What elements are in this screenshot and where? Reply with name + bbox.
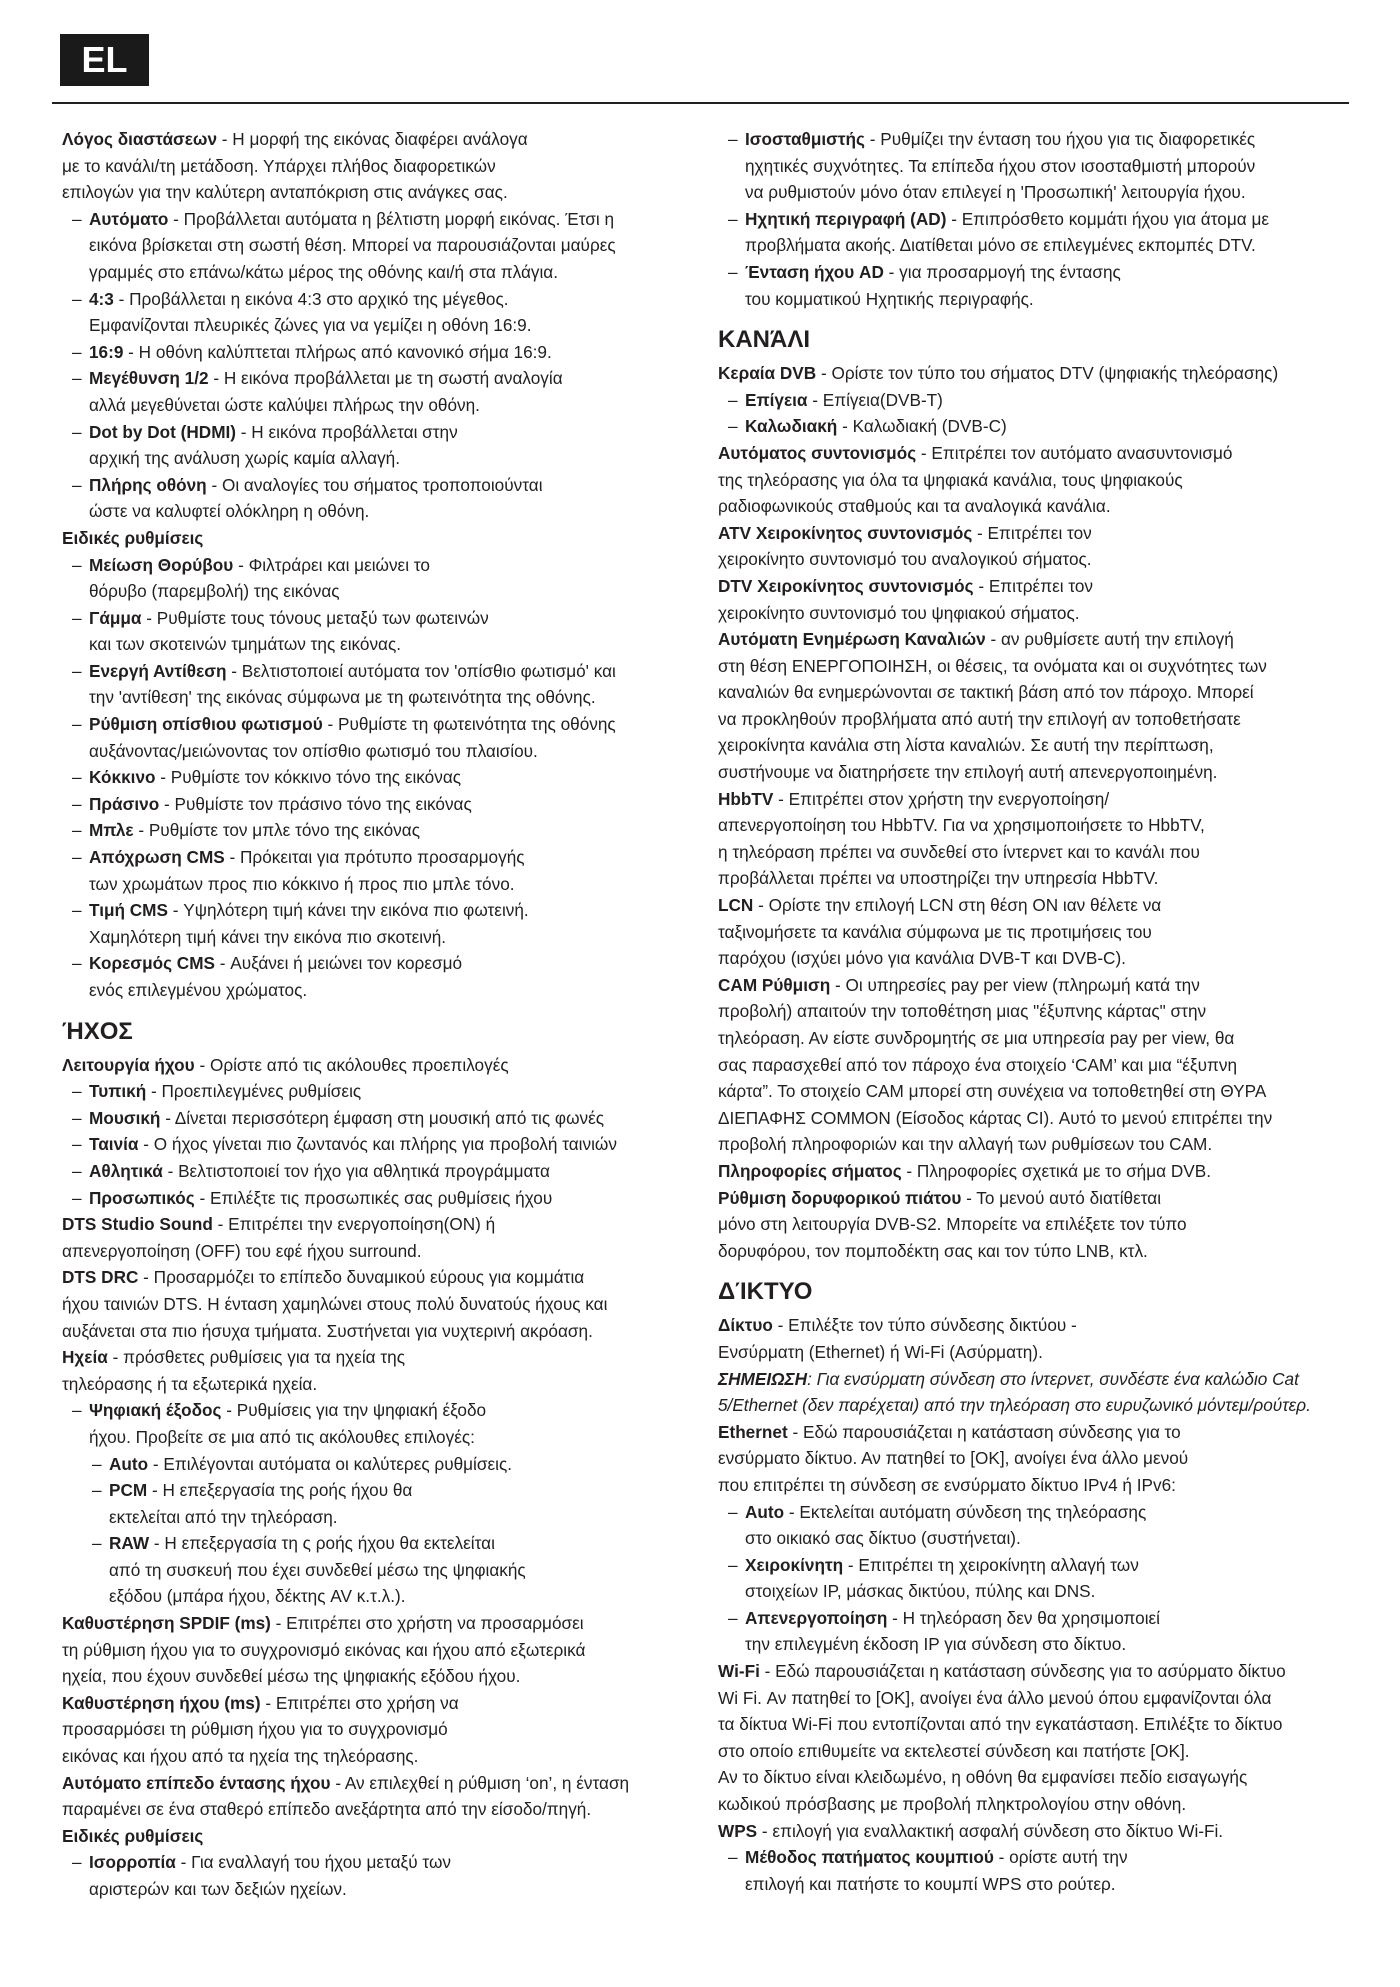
language-badge: EL [60, 34, 149, 86]
term: Καλωδιακή [745, 416, 838, 437]
ethernet-disable-item: – Απενεργοποίηση - Η τηλεόραση δεν θα χρησιμοποιεί την επιλεγμένη έκδοση IP για σύνδεση στο δίκτυο. [718, 1605, 1350, 1658]
sound-standard-item: – Τυπική - Προεπιλεγμένες ρυθμίσεις [62, 1078, 682, 1105]
term: PCM [109, 1480, 148, 1501]
term: Ένταση ήχου AD [745, 261, 884, 282]
term: Μπλε [89, 820, 134, 841]
term: Αυτόματο επίπεδο έντασης ήχου [62, 1772, 331, 1793]
digital-output-pcm-item: – PCM - Η επεξεργασία της ροής ήχου θα εκτελείται από την τηλεόραση. [62, 1477, 682, 1530]
active-contrast-item: – Ενεργή Αντίθεση - Βελτιστοποιεί αυτόματα τον 'οπίσθιο φωτισμό' και την 'αντίθεση' της εικόνας σύμφωνα με τη φωτεινότητα της οθόνης. [62, 658, 682, 711]
cms-value-item: – Τιμή CMS - Υψηλότερη τιμή κάνει την εικόνα πιο φωτεινή. Χαμηλότερη τιμή κάνει την εικόνα πιο σκοτεινή. [62, 897, 682, 950]
signal-info-paragraph: Πληροφορίες σήματος - Πληροφορίες σχετικά με το σήμα DVB. [718, 1160, 1211, 1181]
term: Αθλητικά [89, 1160, 163, 1181]
aspect-auto-item: – Αυτόματο - Προβάλλεται αυτόματα η βέλτιστη μορφή εικόνας. Έτσι η εικόνα βρίσκεται στη σωστή θέση. Μπορεί να παρουσιάζονται μαύρες γραμμές στο επάνω/κάτω μέρος της οθόνης και/ή στα πλάγια. [62, 206, 682, 286]
term: Ethernet [718, 1421, 788, 1442]
ethernet-manual-item: – Χειροκίνητη - Επιτρέπει τη χειροκίνητη αλλαγή των στοιχείων IP, μάσκας δικτύου, πύλης και DNS. [718, 1552, 1350, 1605]
audio-description-item: – Ηχητική περιγραφή (AD) - Επιπρόσθετο κομμάτι ήχου για άτομα με προβλήματα ακοής. Διατίθεται μόνο σε επιλεγμένες εκπομπές DTV. [718, 206, 1350, 259]
auto-volume-level-paragraph: Αυτόματο επίπεδο έντασης ήχου - Αν επιλεχθεί η ρύθμιση ‘on’, η ένταση παραμένει σε ένα σταθερό επίπεδο ανεξάρτητα από την είσοδο/πηγή. [62, 1772, 630, 1820]
sound-movie-item: – Ταινία - Ο ήχος γίνεται πιο ζωντανός και πλήρης για προβολή ταινιών [62, 1131, 682, 1158]
term: HbbTV [718, 788, 774, 809]
red-item: – Κόκκινο - Ρυθμίστε τον κόκκινο τόνο της εικόνας [62, 764, 682, 791]
term: Καθυστέρηση ήχου (ms) [62, 1692, 261, 1713]
cms-hue-item: – Απόχρωση CMS - Πρόκειται για πρότυπο προσαρμογής των χρωμάτων προς πιο κόκκινο ή προς πιο μπλε τόνο. [62, 844, 682, 897]
term: Πληροφορίες σήματος [718, 1160, 902, 1181]
term: Ηχεία [62, 1347, 108, 1368]
sound-mode-paragraph: Λειτουργία ήχου - Ορίστε από τις ακόλουθες προεπιλογές [62, 1054, 509, 1075]
term: DTV Χειροκίνητος συντονισμός [718, 575, 974, 596]
term: ATV Χειροκίνητος συντονισμός [718, 522, 973, 543]
term: Κεραία DVB [718, 363, 817, 384]
right-column [718, 126, 1350, 1897]
term: Ρύθμιση οπίσθιου φωτισμού [89, 714, 323, 735]
audio-delay-paragraph: Καθυστέρηση ήχου (ms) - Επιτρέπει στο χρήση να προσαρμόσει τη ρύθμιση ήχου για το συγχρονισμό εικόνας και ήχου από τα ηχεία της τηλεόρασης. [62, 1692, 459, 1767]
wps-paragraph: WPS - επιλογή για εναλλακτική ασφαλή σύνδεση στο δίκτυο Wi-Fi. [718, 1820, 1224, 1841]
term: Ηχητική περιγραφή (AD) [745, 208, 947, 229]
aspect-dot-by-dot-item: – Dot by Dot (HDMI) - Η εικόνα προβάλλεται στην αρχική της ανάλυση χωρίς καμία αλλαγή. [62, 419, 682, 472]
term: Ψηφιακή έξοδος [89, 1400, 222, 1421]
term: Κορεσμός CMS [89, 953, 215, 974]
term: Ισορροπία [89, 1852, 176, 1873]
header-divider [52, 102, 1349, 104]
dtv-manual-tuning-paragraph: DTV Χειροκίνητος συντονισμός - Επιτρέπει τον χειροκίνητο συντονισμό του ψηφιακού σήματος. [718, 575, 1094, 623]
term: Μεγέθυνση 1/2 [89, 368, 209, 389]
sound-personal-item: – Προσωπικός - Επιλέξτε τις προσωπικές σας ρυθμίσεις ήχου [62, 1185, 682, 1212]
dts-studio-sound-paragraph: DTS Studio Sound - Επιτρέπει την ενεργοποίηση(ON) ή απενεργοποίηση (OFF) του εφέ ήχου surround. [62, 1214, 496, 1261]
term: Auto [109, 1453, 149, 1474]
wifi-paragraph: Wi-Fi - Εδώ παρουσιάζεται η κατάσταση σύνδεσης για το ασύρματο δίκτυο Wi Fi. Αν πατηθεί το [OK], ανοίγει ένα άλλο μενού όπου εμφανίζονται όλα τα δίκτυα Wi-Fi που εντοπίζονται από την εγκατάσταση. Επιλέξτε το δίκτυο στο οποίο επιθυμείτε να εκτελεστεί σύνδεση και πατήστε [OK]. Αν το δίκτυο είναι κλειδωμένο, η οθόνη θα εμφανίσει πεδίο εισαγωγής κωδικού πρόσβασης με προβολή πληκτρολογίου στην οθόνη. [718, 1661, 1286, 1815]
term: Auto [745, 1501, 785, 1522]
balance-item: – Ισορροπία - Για εναλλαγή του ήχου μεταξύ των αριστερών και των δεξιών ηχείων. [62, 1849, 682, 1902]
term: Πλήρης οθόνη [89, 474, 207, 495]
term: ΣΗΜΕΙΩΣΗ [718, 1368, 808, 1389]
term: LCN [718, 895, 754, 916]
digital-output-item: – Ψηφιακή έξοδος - Ρυθμίσεις για την ψηφιακή έξοδο ήχου. Προβείτε σε μια από τις ακόλουθες επιλογές: [62, 1397, 682, 1450]
term: Μείωση Θορύβου [89, 554, 234, 575]
dvb-terrestrial-item: – Επίγεια - Επίγεια(DVB-T) [718, 387, 1350, 414]
term: Λειτουργία ήχου [62, 1054, 195, 1075]
term: Ισοσταθμιστής [745, 129, 865, 149]
satellite-dish-paragraph: Ρύθμιση δορυφορικού πιάτου - Το μενού αυτό διατίθεται μόνο στη λειτουργία DVB-S2. Μπορείτε να επιλέξετε τον τύπο δορυφόρου, τον πομποδέκτη σας και τον τύπο LNB, κτλ. [718, 1187, 1187, 1261]
term: Αυτόματος συντονισμός [718, 442, 917, 463]
ethernet-paragraph: Ethernet - Εδώ παρουσιάζεται η κατάσταση σύνδεσης για το ενσύρματο δίκτυο. Αν πατηθεί το [OK], ανοίγει ένα άλλο μενού που επιτρέπει τη σύνδεση σε ενσύρματο δίκτυο IPv4 ή IPv6: [718, 1421, 1189, 1495]
gamma-item: – Γάμμα - Ρυθμίστε τους τόνους μεταξύ των φωτεινών και των σκοτεινών τμημάτων της εικόνας. [62, 605, 682, 658]
term: Λόγος διαστάσεων [62, 129, 218, 149]
network-note: ΣΗΜΕΙΩΣΗ: Για ενσύρματη σύνδεση στο ίντερνετ, συνδέστε ένα καλώδιο Cat 5/Ethernet (δεν παρέχεται) από την τηλεόραση στο ευρυζωνικό μόντεμ/ρούτερ. [718, 1368, 1311, 1416]
sound-music-item: – Μουσική - Δίνεται περισσότερη έμφαση στη μουσική από τις φωνές [62, 1105, 682, 1132]
term: Επίγεια [745, 389, 808, 410]
aspect-4-3-item: – 4:3 - Προβάλλεται η εικόνα 4:3 στο αρχικό της μέγεθος. Εμφανίζονται πλευρικές ζώνες για να γεμίζει η οθόνη 16:9. [62, 286, 682, 339]
term: DTS Studio Sound [62, 1214, 213, 1235]
equalizer-item: – Ισοσταθμιστής - Ρυθμίζει την ένταση του ήχου για τις διαφορετικές ηχητικές συχνότητες. Τα επίπεδα ήχου στον ισοσταθμιστή μπορούν να ρυθμιστούν μόνο όταν επιλεγεί η 'Προσωπική' λειτουργία ήχου. [718, 126, 1350, 206]
term: Μουσική [89, 1107, 161, 1128]
ethernet-auto-item: – Auto - Εκτελείται αυτόματη σύνδεση της τηλεόρασης στο οικιακό σας δίκτυο (συστήνεται). [718, 1499, 1350, 1552]
term: CAM Ρύθμιση [718, 974, 831, 995]
noise-reduction-item: – Μείωση Θορύβου - Φιλτράρει και μειώνει το θόρυβο (παρεμβολή) της εικόνας [62, 552, 682, 605]
backlight-item: – Ρύθμιση οπίσθιου φωτισμού - Ρυθμίστε τη φωτεινότητα της οθόνης αυξάνοντας/μειώνοντας τον οπίσθιο φωτισμό του πλαισίου. [62, 711, 682, 764]
aspect-zoom-item: – Μεγέθυνση 1/2 - Η εικόνα προβάλλεται με τη σωστή αναλογία αλλά μεγεθύνεται ώστε καλύψει πλήρως την οθόνη. [62, 365, 682, 418]
dvb-antenna-paragraph: Κεραία DVB - Ορίστε τον τύπο του σήματος DTV (ψηφιακής τηλεόρασης) [718, 363, 1279, 384]
term: Ρύθμιση δορυφορικού πιάτου [718, 1187, 962, 1208]
term: Ταινία [89, 1134, 139, 1155]
term: Αυτόματο [89, 208, 169, 229]
term: Ενεργή Αντίθεση [89, 660, 227, 681]
hbbtv-paragraph: HbbTV - Επιτρέπει στον χρήστη την ενεργοποίηση/ απενεργοποίηση του HbbTV. Για να χρησιμοποιήσετε το HbbTV, η τηλεόραση πρέπει να συνδεθεί στο ίντερνετ και το κανάλι που προβάλλεται πρέπει να υποστηρίζει την υπηρεσία HbbTV. [718, 788, 1205, 889]
term: Κόκκινο [89, 767, 156, 788]
term: Γάμμα [89, 607, 142, 628]
term: WPS [718, 1820, 758, 1841]
atv-manual-tuning-paragraph: ATV Χειροκίνητος συντονισμός - Επιτρέπει τον χειροκίνητο συντονισμό του αναλογικού σήματος. [718, 522, 1092, 570]
aspect-16-9-item: – 16:9 - Η οθόνη καλύπτεται πλήρως από κανονικό σήμα 16:9. [62, 339, 682, 366]
ad-volume-item: – Ένταση ήχου AD - για προσαρμογή της έντασης του κομματικού Ηχητικής περιγραφής. [718, 259, 1350, 312]
term: Μέθοδος πατήματος κουμπιού [745, 1847, 994, 1868]
term: RAW [109, 1533, 150, 1554]
digital-output-raw-item: – RAW - Η επεξεργασία τη ς ροής ήχου θα εκτελείται από τη συσκευή που έχει συνδεθεί μέσω της ψηφιακής εξόδου (μπάρα ήχου, δέκτης AV κ.τ.λ.). [62, 1530, 682, 1610]
term: Απενεργοποίηση [745, 1607, 888, 1628]
digital-output-auto-item: – Auto - Επιλέγονται αυτόματα οι καλύτερες ρυθμίσεις. [62, 1451, 682, 1478]
spdif-delay-paragraph: Καθυστέρηση SPDIF (ms) - Επιτρέπει στο χρήστη να προσαρμόσει τη ρύθμιση ήχου για το συγχρονισμό εικόνας και ήχου από εξωτερικά ηχεία, που έχουν συνδεθεί μέσω της ψηφιακής εξόδου ήχου. [62, 1613, 586, 1687]
term: Dot by Dot (HDMI) [89, 421, 237, 442]
term: Αυτόματη Ενημέρωση Καναλιών [718, 629, 986, 650]
term: Χειροκίνητη [745, 1554, 844, 1575]
green-item: – Πράσινο - Ρυθμίστε τον πράσινο τόνο της εικόνας [62, 791, 682, 818]
dvb-cable-item: – Καλωδιακή - Καλωδιακή (DVB-C) [718, 413, 1350, 440]
dts-drc-paragraph: DTS DRC - Προσαρμόζει το επίπεδο δυναμικού εύρους για κομμάτια ήχου ταινιών DTS. Η ένταση χαμηλώνει στους πολύ δυνατούς ήχους και αυξάνεται στα πιο ήσυχα τμήματα. Συστήνεται για νυχτερινή ακρόαση. [62, 1267, 608, 1341]
cms-saturation-item: – Κορεσμός CMS - Αυξάνει ή μειώνει τον κορεσμό ενός επιλεγμένου χρώματος. [62, 950, 682, 1003]
lcn-paragraph: LCN - Ορίστε την επιλογή LCN στη θέση ON ιαν θέλετε να ταξινομήσετε τα κανάλια σύμφωνα με τις προτιμήσεις του παρόχου (ισχύει μόνο για κανάλια DVB-T και DVB-C). [718, 895, 1162, 969]
auto-channel-update-paragraph: Αυτόματη Ενημέρωση Καναλιών - αν ρυθμίσετε αυτή την επιλογή στη θέση ΕΝΕΡΓΟΠΟΙΗΣΗ, οι θέσεις, τα ονόματα και οι συχνότητες των καναλιών θα ενημερώνονται σε τακτική βάση από τον πάροχο. Μπορεί να προκληθούν προβλήματα από αυτή την επιλογή αν τοποθετήσατε χειροκίνητα κανάλια στη λίστα καναλιών. Σε αυτή την περίπτωση, συστήνουμε να διατηρήσετε την επιλογή αυτή απενεργοποιημένη. [718, 629, 1267, 783]
network-heading: ΔΊΚΤΥΟ [718, 1278, 813, 1306]
channel-heading: ΚΑΝΆΛΙ [718, 326, 811, 354]
term: Τυπική [89, 1081, 147, 1102]
sound-sport-item: – Αθλητικά - Βελτιστοποιεί τον ήχο για αθλητικά προγράμματα [62, 1158, 682, 1185]
term: Τιμή CMS [89, 900, 168, 921]
auto-tuning-paragraph: Αυτόματος συντονισμός - Επιτρέπει τον αυτόματο ανασυντονισμό της τηλεόρασης για όλα τα ψηφιακά κανάλια, τους ψηφιακούς ραδιοφωνικούς σταθμούς και τα αναλογικά κανάλια. [718, 442, 1233, 517]
special-settings-label: Ειδικές ρυθμίσεις [62, 527, 204, 548]
speakers-paragraph: Ηχεία - πρόσθετες ρυθμίσεις για τα ηχεία της τηλεόρασης ή τα εξωτερικά ηχεία. [62, 1347, 406, 1394]
term: Απόχρωση CMS [89, 847, 225, 868]
aspect-full-screen-item: – Πλήρης οθόνη - Οι αναλογίες του σήματος τροποποιούνται ώστε να καλυφτεί ολόκληρη η οθόνη. [62, 472, 682, 525]
left-column [62, 126, 682, 1903]
term: Προσωπικός [89, 1187, 195, 1208]
term: Πράσινο [89, 793, 160, 814]
sound-heading: ΉΧΟΣ [62, 1017, 133, 1045]
aspect-ratio-paragraph: Λόγος διαστάσεων - Η μορφή της εικόνας διαφέρει ανάλογα με το κανάλι/τη μετάδοση. Υπάρχει πλήθος διαφορετικών επιλογών για την καλύτερη ανταπόκριση στις ανάγκες σας. [62, 129, 528, 203]
term: 4:3 [89, 288, 114, 309]
term: DTS DRC [62, 1267, 139, 1288]
wps-push-button-item: – Μέθοδος πατήματος κουμπιού - ορίστε αυτή την επιλογή και πατήστε το κουμπί WPS στο ρούτερ. [718, 1844, 1350, 1897]
blue-item: – Μπλε - Ρυθμίστε τον μπλε τόνο της εικόνας [62, 817, 682, 844]
special-settings-label-2: Ειδικές ρυθμίσεις [62, 1825, 204, 1846]
term: Wi-Fi [718, 1661, 760, 1682]
term: 16:9 [89, 341, 124, 362]
term: Καθυστέρηση SPDIF (ms) [62, 1613, 271, 1634]
network-paragraph: Δίκτυο - Επιλέξτε τον τύπο σύνδεσης δικτύου - Ενσύρματη (Ethernet) ή Wi-Fi (Ασύρματη). [718, 1315, 1077, 1362]
term: Δίκτυο [718, 1315, 773, 1336]
cam-setup-paragraph: CAM Ρύθμιση - Οι υπηρεσίες pay per view (πληρωμή κατά την προβολή) απαιτούν την τοποθέτηση μιας "έξυπνης κάρτας" στην τηλεόραση. Αν είστε συνδρομητής σε μια υπηρεσία pay per view, θα σας παρασχεθεί από τον πάροχο ένα στοιχείο ‘CAM’ και μια “έξυπνη κάρτα”. Το στοιχείο CAM μπορεί στη συνέχεια να τοποθετηθεί στη ΘΥΡΑ ΔΙΕΠΑΦΗΣ COMMON (Είσοδος κάρτας CI). Αυτό το μενού επιτρέπει την προβολή πληροφοριών και την αλλαγή των ρυθμίσεων του CAM. [718, 974, 1273, 1155]
